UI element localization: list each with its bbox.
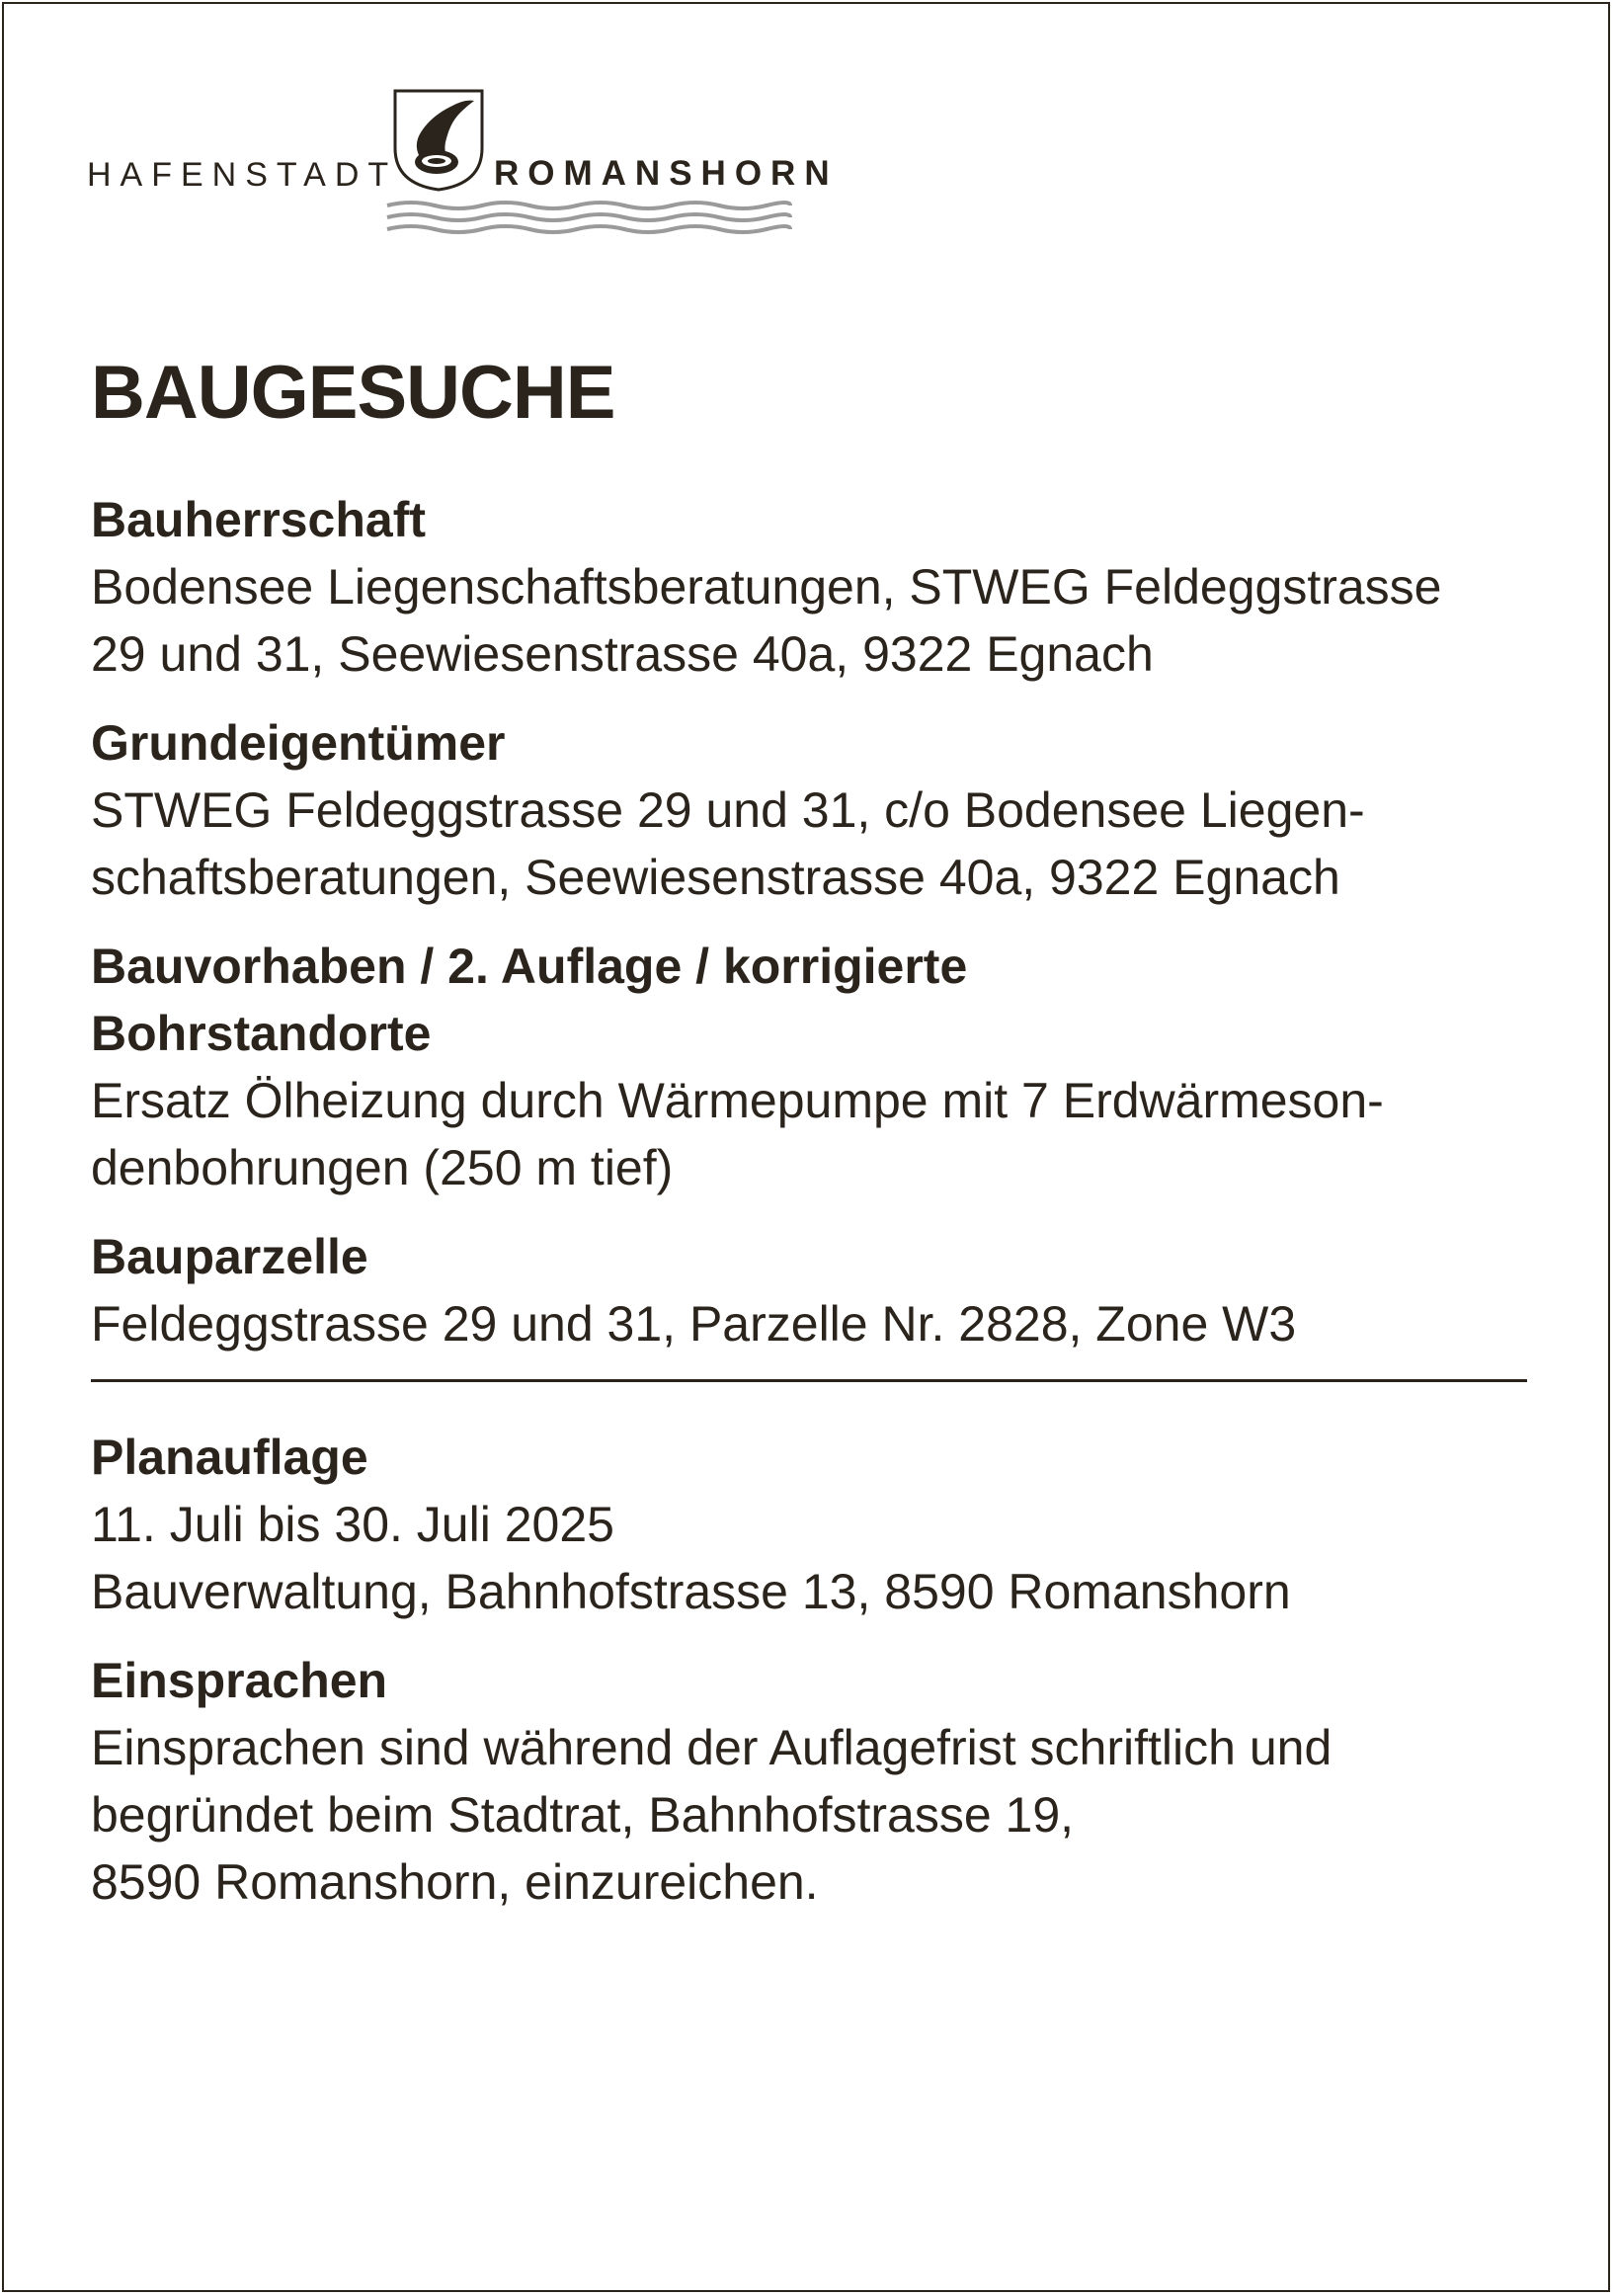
section-planauflage — [91, 1424, 1533, 1625]
section-line: begründet beim Stadtrat, Bahnhofstrasse 19, — [91, 1787, 1075, 1843]
section-label: Bauparzelle — [91, 1229, 368, 1284]
waves-icon — [381, 198, 796, 237]
logo-text-romanshorn: ROMANSHORN — [494, 154, 839, 193]
section-label: Bohrstandorte — [91, 1006, 432, 1061]
section-line: 8590 Romanshorn, einzureichen. — [91, 1854, 819, 1910]
divider — [91, 1379, 1527, 1382]
section-line: Feldeggstrasse 29 und 31, Parzelle Nr. 2828, Zone W3 — [91, 1296, 1297, 1352]
horn-crest-icon — [391, 87, 486, 192]
section-grundeigentuemer — [91, 709, 1533, 911]
section-bauparzelle — [91, 1223, 1533, 1357]
section-line: Ersatz Ölheizung durch Wärmepumpe mit 7 Erdwärmeson- — [91, 1073, 1384, 1128]
section-label: Einsprachen — [91, 1653, 388, 1708]
section-line: Bauverwaltung, Bahnhofstrasse 13, 8590 Romanshorn — [91, 1564, 1291, 1619]
section-einsprachen — [91, 1647, 1533, 1916]
section-line: denbohrungen (250 m tief) — [91, 1140, 674, 1195]
section-line: 11. Juli bis 30. Juli 2025 — [91, 1497, 614, 1552]
notice-content — [91, 351, 1533, 1937]
section-label: Grundeigentümer — [91, 715, 506, 771]
section-line: STWEG Feldeggstrasse 29 und 31, c/o Bodensee Liegen- — [91, 782, 1365, 838]
section-line: Bodensee Liegenschaftsberatungen, STWEG Feldeggstrasse — [91, 559, 1442, 615]
page-title: BAUGESUCHE — [91, 351, 615, 435]
section-label: Bauvorhaben / 2. Auflage / korrigierte — [91, 939, 968, 994]
section-label: Bauherrschaft — [91, 492, 426, 547]
section-line: Einsprachen sind während der Auflagefrist schriftlich und — [91, 1720, 1333, 1775]
section-line: 29 und 31, Seewiesenstrasse 40a, 9322 Egnach — [91, 626, 1154, 682]
logo-text-hafenstadt: HAFENSTADT — [87, 156, 398, 194]
section-label: Planauflage — [91, 1430, 368, 1485]
section-bauherrschaft — [91, 486, 1533, 688]
section-bauvorhaben — [91, 933, 1533, 1201]
logo — [87, 87, 877, 235]
section-line: schaftsberatungen, Seewiesenstrasse 40a, 9322 Egnach — [91, 850, 1340, 905]
